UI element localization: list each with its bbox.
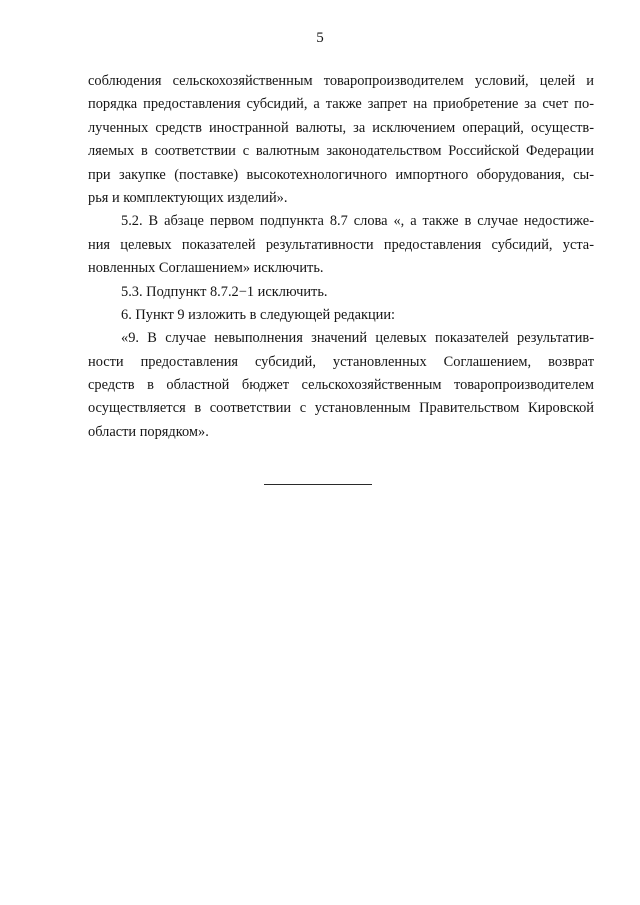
text-line: осуществляется в соответствии с установленным Правительством Кировской (88, 400, 594, 417)
paragraph-continuation (88, 70, 594, 210)
paragraph-6 (88, 304, 594, 327)
text-line: 6. Пункт 9 изложить в следующей редакции: (121, 306, 396, 323)
text-line: ности предоставления субсидий, установленных Соглашением, возврат (88, 353, 594, 370)
text-line: новленных Соглашением» исключить. (88, 260, 324, 277)
paragraph-9 (88, 327, 594, 444)
text-line: области порядком». (88, 423, 209, 440)
text-line: ния целевых показателей результативности предоставления субсидий, уста- (88, 236, 594, 253)
paragraph-5-3 (88, 281, 594, 304)
paragraph-5-2 (88, 210, 594, 280)
text-line: рья и комплектующих изделий». (88, 189, 288, 206)
document-body (88, 70, 594, 444)
text-line: соблюдения сельскохозяйственным товаропроизводителем условий, целей и (88, 73, 594, 89)
text-line: средств в областной бюджет сельскохозяйственным товаропроизводителем (88, 377, 594, 394)
text-line: 5.2. В абзаце первом подпункта 8.7 слова «, а также в случае недостиже- (121, 213, 594, 230)
text-line: ляемых в соответствии с валютным законодательством Российской Федерации (88, 143, 594, 160)
page-number: 5 (316, 30, 324, 46)
text-line: порядка предоставления субсидий, а также запрет на приобретение за счет по- (88, 96, 594, 113)
text-line: 5.3. Подпункт 8.7.2−1 исключить. (121, 283, 328, 300)
text-line: при закупке (поставке) высокотехнологичного импортного оборудования, сы- (88, 166, 594, 183)
text-line: лученных средств иностранной валюты, за исключением операций, осуществ- (88, 119, 594, 136)
closing-divider (264, 484, 372, 485)
text-line: «9. В случае невыполнения значений целевых показателей результатив- (121, 330, 594, 347)
